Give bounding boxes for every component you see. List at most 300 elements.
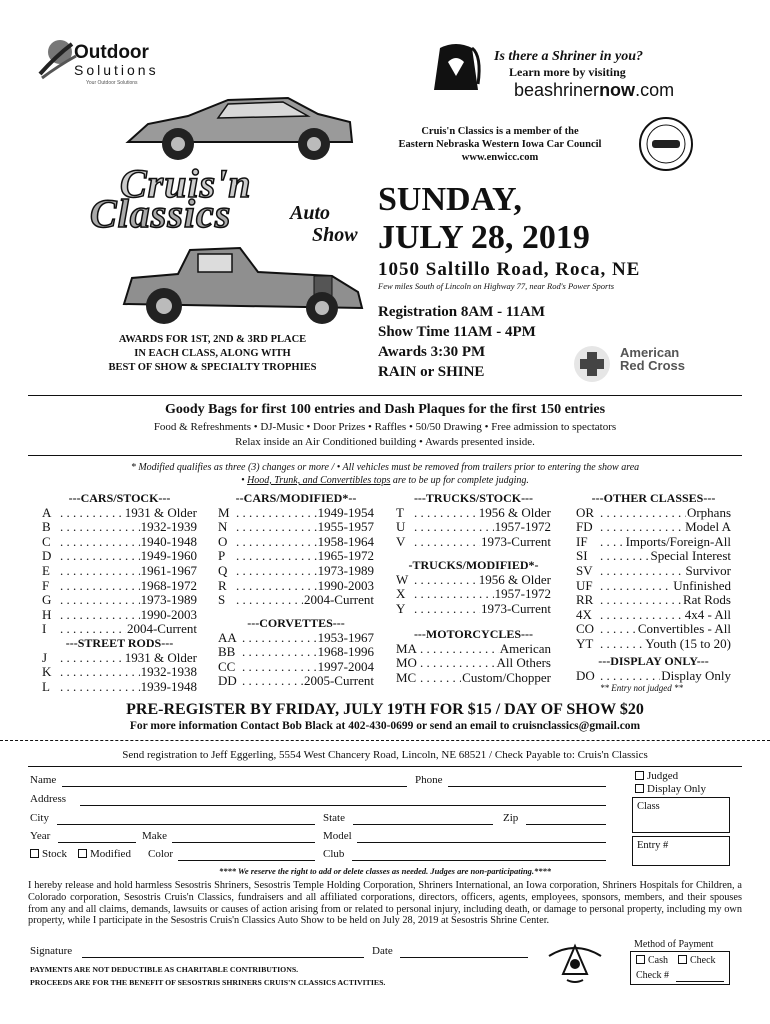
class-code: IF (576, 533, 588, 549)
class-code: 4X (576, 606, 592, 622)
class-row (576, 564, 731, 579)
state-label: State (323, 812, 345, 824)
class-description: 1956 & Older (478, 571, 551, 587)
year-label: Year (30, 830, 51, 842)
check-box[interactable] (678, 955, 687, 964)
council-line-2: Eastern Nebraska Western Iowa Car Council (398, 139, 602, 150)
date-field[interactable] (400, 957, 528, 958)
dot-leader (600, 564, 685, 579)
class-description: Convertibles - All (637, 621, 731, 637)
dot-leader (236, 520, 317, 535)
class-row (396, 602, 551, 617)
class-row (42, 520, 197, 535)
awards-line-3: BEST OF SHOW & SPECIALTY TROPHIES (108, 362, 317, 373)
class-list-corvettes (218, 616, 374, 689)
class-code: MC (396, 669, 417, 685)
color-label: Color (148, 848, 174, 860)
class-description: 1957-1972 (494, 519, 551, 535)
class-row (42, 665, 197, 680)
class-description: Custom/Chopper (462, 669, 551, 685)
class-description: 4x4 - All (684, 606, 731, 622)
class-code: BB (218, 644, 236, 660)
class-description: All Others (496, 655, 551, 671)
class-code: P (218, 548, 226, 564)
class-row (576, 593, 731, 608)
class-code: G (42, 592, 52, 608)
class-code: OR (576, 504, 595, 520)
payment-note-1: PAYMENTS ARE NOT DEDUCTIBLE AS CHARITABLE CONTRIBUTIONS. (30, 965, 299, 974)
council-line-1: Cruis'n Classics is a member of the (421, 126, 579, 137)
class-row (42, 593, 197, 608)
show-time: Show Time 11AM - 4PM (378, 324, 536, 340)
signature-label: Signature (30, 945, 73, 957)
dot-leader (242, 631, 317, 646)
class-code: FD (576, 519, 593, 535)
make-field[interactable] (172, 842, 315, 843)
class-description: 1932-1939 (140, 519, 197, 535)
name-field[interactable] (62, 786, 407, 787)
site-part-a: beashriner (514, 80, 600, 100)
class-row (42, 579, 197, 594)
phone-field[interactable] (448, 786, 606, 787)
logo-word-4: Show (312, 224, 358, 246)
class-row (218, 593, 374, 608)
address-field[interactable] (80, 805, 606, 806)
rules-note-1: * Modified qualifies as three (3) changes or more / • All vehicles must be removed from trailers prior to entering the show area (130, 462, 640, 473)
goody-line-1: Food & Refreshments • DJ-Music • Door Prizes • Raffles • 50/50 Drawing • Free admission to spectators (153, 421, 617, 433)
city-label: City (30, 812, 49, 824)
entry-box[interactable] (632, 836, 730, 866)
class-description: 1931 & Older (124, 649, 197, 665)
class-row (218, 564, 374, 579)
dot-leader (414, 587, 494, 602)
class-row (396, 587, 551, 602)
class-row (218, 535, 374, 550)
classic-car-top-icon (118, 80, 358, 170)
dot-leader (600, 520, 684, 535)
cash-box[interactable] (636, 955, 645, 964)
class-row (396, 671, 551, 686)
name-label: Name (30, 774, 57, 786)
dot-leader (60, 651, 124, 666)
dot-leader (420, 671, 461, 686)
class-row (42, 535, 197, 550)
dot-leader (60, 593, 140, 608)
class-code: H (42, 606, 52, 622)
class-description: 1940-1948 (140, 533, 197, 549)
class-code: V (396, 533, 406, 549)
class-description: Special Interest (650, 548, 731, 564)
class-group-heading: ---OTHER CLASSES--- (591, 491, 716, 505)
model-field[interactable] (357, 842, 606, 843)
judged-box[interactable] (635, 771, 644, 780)
class-description: Unfinished (673, 577, 731, 593)
dot-leader (60, 608, 140, 623)
phone-label: Phone (415, 774, 443, 786)
class-list-trucks-stock (396, 491, 551, 549)
class-description: 1990-2003 (317, 577, 374, 593)
disclaimer: **** We reserve the right to add or delete classes as needed. Judges are non-participating.**** (218, 866, 552, 876)
prereg-contact: For more information Contact Bob Black at 402-430-0699 or send an email to cruisnclassics@gmail.com (129, 720, 641, 732)
class-code: W (396, 571, 409, 587)
date-label: Date (372, 945, 393, 957)
judged-checkbox[interactable] (635, 770, 678, 782)
model-label: Model (323, 830, 352, 842)
class-code: D (42, 548, 52, 564)
class-code: X (396, 586, 406, 602)
class-code: O (218, 533, 228, 549)
class-code: J (42, 649, 48, 665)
dot-leader (600, 593, 682, 608)
class-description: Display Only (661, 667, 731, 683)
dot-leader (414, 520, 494, 535)
class-code: UF (576, 577, 593, 593)
divider-2 (28, 455, 742, 456)
class-row (218, 520, 374, 535)
class-description: 1955-1957 (317, 519, 374, 535)
fez-icon (428, 40, 484, 94)
dot-leader (236, 535, 317, 550)
display-note: ** Entry not judged ** (600, 683, 683, 693)
zip-field[interactable] (526, 824, 606, 825)
class-row (218, 660, 374, 675)
state-field[interactable] (353, 824, 493, 825)
class-row (576, 608, 731, 623)
dot-leader (60, 622, 126, 637)
class-box[interactable] (632, 797, 730, 833)
awards-note (70, 333, 355, 375)
class-code: MO (396, 655, 417, 671)
class-description: 1949-1954 (317, 504, 374, 520)
event-directions: Few miles South of Lincoln on Highway 77, near Rod's Power Sports (378, 281, 615, 291)
event-times (378, 302, 545, 382)
class-description: 1973-Current (480, 533, 551, 549)
shriner-learn: Learn more by visiting (509, 65, 626, 79)
class-group-heading: ---TRUCKS/STOCK--- (413, 491, 534, 505)
dot-leader (236, 506, 317, 521)
check-label: Check (690, 955, 716, 966)
dot-leader (414, 573, 478, 588)
site-part-b: now (599, 80, 636, 100)
dot-leader (242, 660, 317, 675)
class-row (42, 564, 197, 579)
class-list-cars-stock (42, 491, 197, 637)
class-code: S (218, 592, 226, 608)
class-code: YT (576, 635, 594, 651)
class-code: N (218, 519, 228, 535)
shriner-emblem-icon (545, 936, 605, 986)
class-description: Survivor (685, 562, 731, 578)
divider-1 (28, 395, 742, 396)
class-row (218, 579, 374, 594)
class-code: A (42, 504, 52, 520)
class-row (42, 608, 197, 623)
class-list-cars-modified (218, 491, 374, 608)
registration-time: Registration 8AM - 11AM (378, 304, 546, 320)
dot-leader (236, 593, 303, 608)
shriner-question: Is there a Shriner in you? (494, 49, 643, 64)
class-code: Q (218, 562, 228, 578)
class-row (218, 549, 374, 564)
rules-note-2 (0, 475, 770, 486)
dot-leader (60, 564, 140, 579)
address-label: Address (30, 793, 67, 805)
class-code: CO (576, 621, 595, 637)
class-description: Orphans (686, 504, 731, 520)
event-address: 1050 Saltillo Road, Roca, NE (378, 259, 641, 280)
class-row (42, 651, 197, 666)
logo-word-3: Auto (290, 202, 331, 224)
dot-leader (60, 680, 140, 695)
class-description: 1939-1948 (140, 678, 197, 694)
class-code: Y (396, 600, 406, 616)
class-group-heading: ---CARS/STOCK--- (68, 491, 171, 505)
dot-leader (60, 506, 124, 521)
entry-box-label: Entry # (637, 840, 669, 851)
dot-leader (420, 642, 499, 657)
dot-leader (242, 674, 303, 689)
class-description: 1968-1972 (140, 577, 197, 593)
logo-word-1: Cruis'n (120, 161, 252, 206)
dot-leader (600, 637, 644, 652)
class-description: Youth (15 to 20) (645, 635, 731, 651)
dot-leader (60, 549, 140, 564)
class-code: MA (396, 640, 417, 656)
stock-label: Stock (42, 848, 68, 860)
modified-checkbox[interactable] (78, 848, 131, 860)
event-day: SUNDAY, (378, 181, 522, 218)
class-code: E (42, 562, 50, 578)
class-row (218, 631, 374, 646)
class-description: 1968-1996 (317, 644, 374, 660)
class-row (396, 642, 551, 657)
class-code: C (42, 533, 51, 549)
class-row (576, 669, 731, 684)
prereg-headline: PRE-REGISTER BY FRIDAY, JULY 19TH FOR $15 / DAY OF SHOW $20 (126, 701, 644, 718)
site-part-c: .com (635, 80, 675, 100)
class-row (42, 680, 197, 695)
class-code: T (396, 504, 404, 520)
class-row (396, 535, 551, 550)
class-group-heading: ---CORVETTES--- (247, 616, 345, 630)
display-only-checkbox[interactable] (635, 783, 706, 795)
class-box-label: Class (637, 801, 660, 812)
class-code: B (42, 519, 51, 535)
cash-checkbox[interactable] (636, 955, 668, 966)
dot-leader (600, 549, 650, 564)
send-line: Send registration to Jeff Eggerling, 5554 West Chancery Road, Lincoln, NE 68521 / Check Payable to: Cruis'n Classics (122, 749, 648, 761)
zip-label: Zip (503, 812, 519, 824)
logo-word-2: Classics (90, 191, 232, 236)
class-code: M (218, 504, 230, 520)
class-group-heading: -TRUCKS/MODIFIED*- (408, 558, 539, 572)
awards-time: Awards 3:30 PM (378, 344, 486, 360)
class-code: F (42, 577, 50, 593)
class-description: 2004-Current (126, 621, 197, 637)
class-list-motorcycles (396, 627, 551, 685)
class-description: 1973-1989 (317, 562, 374, 578)
dot-leader (242, 645, 317, 660)
dot-leader (60, 579, 140, 594)
class-code: U (396, 519, 406, 535)
class-description: 2004-Current (303, 592, 374, 608)
dot-leader (236, 579, 317, 594)
class-row (218, 506, 374, 521)
class-code: R (218, 577, 227, 593)
class-row (576, 622, 731, 637)
dot-leader (60, 665, 140, 680)
class-description: 1957-1972 (494, 586, 551, 602)
dot-leader (600, 608, 684, 623)
year-field[interactable] (58, 842, 136, 843)
council-line-3[interactable]: www.enwicc.com (461, 152, 539, 163)
class-row (576, 535, 731, 550)
class-row (576, 637, 731, 652)
sponsor-name-2: Solutions (74, 62, 159, 78)
red-cross-line-1: American (620, 345, 680, 360)
class-code: AA (218, 629, 237, 645)
red-cross-icon (572, 344, 612, 384)
class-description: 1932-1938 (140, 664, 197, 680)
stock-checkbox[interactable] (30, 848, 67, 860)
class-list-display (576, 654, 731, 683)
class-row (218, 674, 374, 689)
class-group-heading: --CARS/MODIFIED*-- (235, 491, 357, 505)
class-description: 1973-1989 (140, 592, 197, 608)
swoosh-icon (38, 36, 78, 80)
dot-leader (60, 520, 140, 535)
council-badge-icon (638, 116, 694, 172)
dot-leader (414, 602, 480, 617)
class-row (576, 549, 731, 564)
rain-or-shine: RAIN or SHINE (378, 364, 485, 380)
class-list-street-rods (42, 636, 197, 694)
class-row (576, 579, 731, 594)
class-row (42, 506, 197, 521)
class-code: I (42, 621, 47, 637)
rules-tail: are to be up for complete judging. (390, 475, 529, 486)
dot-leader (600, 579, 672, 594)
class-row (218, 645, 374, 660)
red-cross-line-2: Red Cross (620, 358, 686, 373)
awards-line-2: IN EACH CLASS, ALONG WITH (134, 348, 291, 359)
modified-label: Modified (90, 848, 131, 860)
class-group-heading: ---STREET RODS--- (65, 636, 174, 650)
hot-rod-icon (118, 232, 368, 327)
class-row (396, 656, 551, 671)
city-field[interactable] (57, 824, 315, 825)
class-description: 1997-2004 (317, 658, 374, 674)
class-row (42, 549, 197, 564)
class-code: DD (218, 673, 237, 689)
awards-line-1: AWARDS FOR 1ST, 2ND & 3RD PLACE (118, 334, 307, 345)
dot-leader (236, 549, 317, 564)
cut-line (0, 740, 770, 741)
council-text (370, 125, 630, 164)
check-number-field[interactable] (676, 981, 724, 982)
class-row (396, 573, 551, 588)
class-group-heading: ---DISPLAY ONLY--- (598, 654, 709, 668)
display-only-box[interactable] (635, 784, 644, 793)
dot-leader (420, 656, 495, 671)
event-date: JULY 28, 2019 (378, 219, 590, 256)
class-description: 1956 & Older (478, 504, 551, 520)
class-description: 1931 & Older (124, 504, 197, 520)
cash-label: Cash (648, 955, 668, 966)
class-code: RR (576, 592, 594, 608)
class-row (576, 520, 731, 535)
class-list-other (576, 491, 731, 652)
class-code: DO (576, 667, 595, 683)
class-group-heading: ---MOTORCYCLES--- (413, 627, 534, 641)
class-code: L (42, 678, 50, 694)
dot-leader (60, 535, 140, 550)
dot-leader (600, 669, 660, 684)
make-label: Make (142, 830, 168, 842)
dot-leader (414, 535, 480, 550)
class-description: 1973-Current (480, 600, 551, 616)
club-field[interactable] (352, 860, 606, 861)
dot-leader (600, 535, 625, 550)
class-description: 1949-1960 (140, 548, 197, 564)
goody-headline: Goody Bags for first 100 entries and Dash Plaques for the first 150 entries (164, 402, 606, 417)
check-checkbox[interactable] (678, 955, 716, 966)
rules-bullet: • (241, 475, 248, 486)
class-description: 1958-1964 (317, 533, 374, 549)
red-cross-label (620, 346, 685, 372)
judged-label: Judged (647, 770, 679, 782)
release-text: I hereby release and hold harmless Sesostris Shriners, Sesostris Temple Holding Corporation, Shriners International, an Iowa corporation, Shriners Hospitals for Children, a Colorado corporation, Sesostris Cruis'n Classics, fundraisers and all affiliated corporations, directors, officers, agents, employees, sponsors, members, and their spouses from any and all claims, demands, lawsuits or causes of action arising from or related to personal injury, including death, or damage to personal property, including my own property, while I participate in the Sesostris Cruis'n Classics Auto Show to be held on July 28, 2019 at Sesostris Shrine Center. (28, 880, 742, 927)
dot-leader (236, 564, 317, 579)
dot-leader (414, 506, 478, 521)
stock-box[interactable] (30, 849, 39, 858)
class-list-trucks-modified (396, 558, 551, 616)
rules-underlined: Hood, Trunk, and Convertibles tops (247, 475, 391, 486)
class-description: 1965-1972 (317, 548, 374, 564)
display-only-label: Display Only (647, 783, 706, 795)
class-description: Rat Rods (682, 592, 731, 608)
goody-line-2: Relax inside an Air Conditioned building • Awards presented inside. (235, 436, 535, 448)
club-label: Club (323, 848, 345, 860)
sponsor-name-1: Outdoor (74, 42, 149, 63)
class-row (396, 520, 551, 535)
class-description: 1961-1967 (140, 562, 197, 578)
class-row (576, 506, 731, 521)
payment-note-2: PROCEEDS ARE FOR THE BENEFIT OF SESOSTRIS SHRINERS CRUIS'N CLASSICS ACTIVITIES. (30, 978, 386, 987)
class-description: American (499, 640, 551, 656)
signature-field[interactable] (82, 957, 364, 958)
class-code: CC (218, 658, 236, 674)
class-code: SI (576, 548, 588, 564)
dot-leader (600, 506, 686, 521)
modified-box[interactable] (78, 849, 87, 858)
class-description: 1953-1967 (317, 629, 374, 645)
color-field[interactable] (178, 860, 315, 861)
class-description: Model A (685, 519, 731, 535)
class-description: 2005-Current (303, 673, 374, 689)
method-label: Method of Payment (634, 939, 714, 950)
class-row (42, 622, 197, 637)
class-description: Imports/Foreign-All (625, 533, 731, 549)
class-row (396, 506, 551, 521)
check-number-label: Check # (636, 970, 670, 981)
sponsor-tagline: Your Outdoor Solutions (86, 80, 138, 86)
shriner-site[interactable] (514, 80, 674, 101)
divider-3 (28, 766, 742, 767)
class-description: 1990-2003 (140, 606, 197, 622)
class-code: SV (576, 562, 593, 578)
class-code: K (42, 664, 52, 680)
